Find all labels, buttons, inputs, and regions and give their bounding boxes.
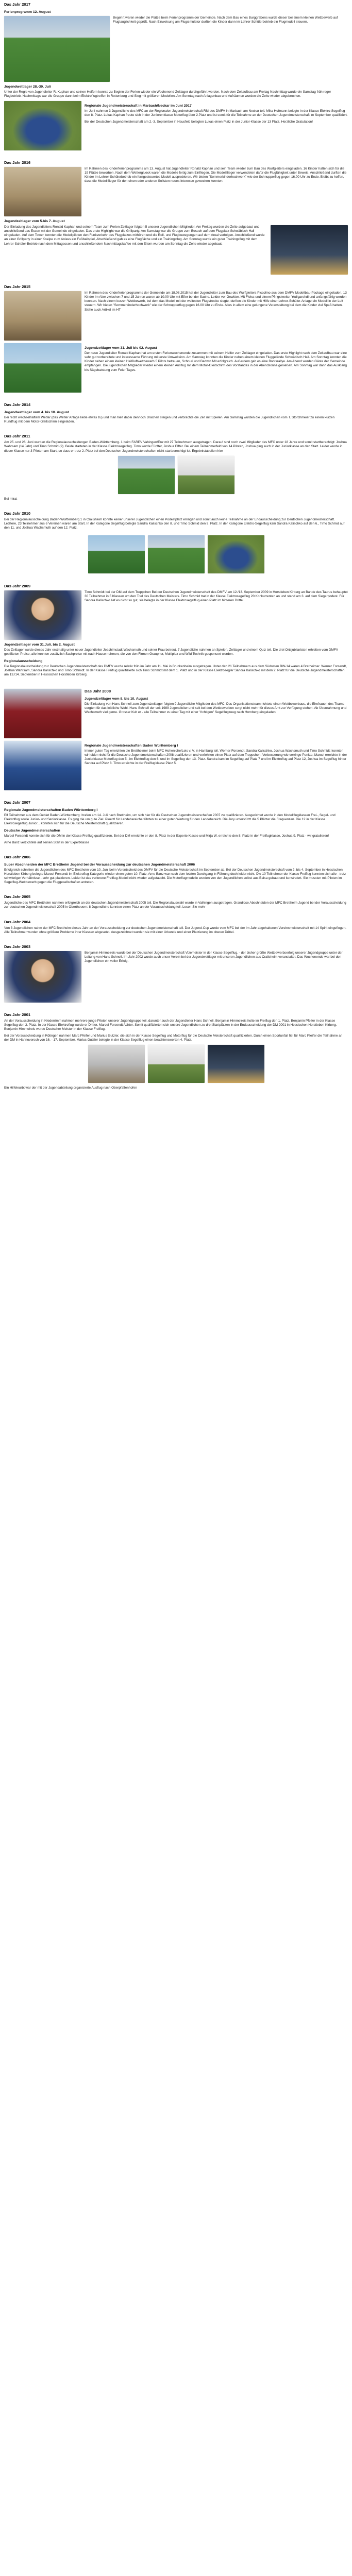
paragraph: Marcel Forsendt konnte sich für die DM in der Klasse Freiflug qualifizieren. Bei der DM erreichte er den 8. Platz in der Experte Klasse und Mirja W. erreichte den 8. Platz in der Freiflugklasse, Joshua 9. Platz - wir gratulieren!	[4, 834, 329, 838]
paragraph: Bei recht wechselhaftem Wetter (das Wetter Anlage ließe etwas zu) und man hielt dabei dennoch Drachen steigen und verbrachte die Zeit mit Spielen. Am Samstag wurden die Jugendlichen vom T. Storchmeier zu einem kurzen Rundflug mit dem Motor-Gleitschirm eingeladen.	[4, 416, 335, 424]
year-header: Das Jahr 2010	[4, 511, 31, 516]
year-header: Das Jahr 2014	[4, 402, 31, 408]
subheading: Super Abschneiden der MFC Brettheim Jugend bei der Vorausscheidung zur deutschen Jugendmeisterschaft 2006	[4, 862, 195, 867]
section-2007	[0, 798, 352, 853]
section-2009	[0, 582, 352, 685]
subheading: Jugendwettlager vom 4. bis 10. August	[4, 411, 69, 415]
section-2017	[0, 0, 352, 158]
section-2008	[0, 685, 352, 798]
subheading: Jugendzeltlager vom 31.Juli. bis 2. August	[4, 643, 75, 647]
photo-team	[88, 535, 145, 573]
subheading: Jugendzeltlager vom 8. bis 10. August	[85, 697, 148, 701]
photo-team-2008	[4, 741, 81, 790]
year-header: Das Jahr 2001	[4, 1012, 31, 1017]
photo-group-2010	[208, 535, 264, 573]
paragraph: Bei der Vorausscheidung in Rötingen nahmen Marc Pfeifer und Marius Gutzler, die sich in der Klasse Segelflug und Motorflug für die Deutsche Meisterschaft qualifizierten. Durch einen Sportunfall fiel für Marc Pfeifer die Teilnahme an der DM in Hannoversch von 16. - 17. September. Marius Gutzler belegte in der Klasse Segelflug einen beachtenswerten 4. Platz.	[4, 1034, 343, 1042]
paragraph: Am 25. und 26. Juni wurden die Regionalausscheidungen Baden-Württemberg. 1 beim FAREV Vahingen/Enz mit 27 Teilnehmern ausgetragen. Darauf sind noch zwei Mitglieder des MFC unter 18 Jahre und somit startberechtigt: Joshua Wahrsam (14 Jahr) und Timo Schmid (9). Beide starteten in der Klasse Elektrosegelflug. Timo wurde Fünfter, Joshua Elfter. Bei einem Teilnehmerfeld von 14 Piloten, Joshua ging auch in der Juniorklasse an den Start. Leider wurde in dieser Klasse nur 3 Piloten am Start, so dass er trotz 2. Platz bei den Deutschen Jugendmeisterschaften nicht startberechtigt ist. Ergebnistabellen hier	[4, 440, 347, 453]
photo-workshop	[4, 167, 81, 216]
photo-camp	[4, 343, 81, 393]
section-2014	[0, 400, 352, 432]
photo-aircraft	[148, 1045, 205, 1083]
footer-text: Ein Hilfeleurbt war der mit der Jugendabteilung organisierte Ausflug nach Oberpfaffenhofen	[4, 1086, 137, 1090]
subheading: Jugendzeltlager vom 5.bis 7. August	[4, 219, 65, 224]
paragraph: Von 3 Jugendlichen nahm der MFC Brettheim dieses Jahr an der Vorausscheidung zur deutschen Jugendmeisterschaft teil. Der Jugend-Cup wurde vom MFC bei der im Jahr abgehaltenen Vereinsmeisterschaft mit 14 Spirit eingeflogen. Alle Teilnehmer wurden ohne größere Probleme ihrer Klassen abgesetzt. Ausgezeichnet wurden sie mit einer Urkunde und einer Platzierung im oberen Drittel.	[4, 926, 346, 934]
photo-launch	[148, 535, 205, 573]
year-header: Das Jahr 2006	[4, 854, 31, 859]
subheading: Ferienprogramm 12. August	[4, 10, 51, 14]
paragraph: Das Zeltlager wurde dieses Jahr erstmalig unter neuer Jugendleiter Jeachimstadt Wachsmuth und seiner Frau betreut. 7 Jugendliche nahmen an Spielen, Zeltlager und einem Quiz teil. Die drei Ortsjubilaristen erhielten vom DMFV gestifteten Preise, alle konnten zusätzlich Sachpreise mit nach Hause nehmen, die von den Firmen Graupner, Multiplex und Wild Technik gesponsert wurden.	[4, 648, 339, 656]
subheading: Deutsche Jugendmeisterschaften	[4, 828, 60, 833]
year-header: Das Jahr 2007	[4, 800, 31, 805]
paragraph: Arne Banz verzichtete auf seinen Start in der Expertklasse	[4, 840, 90, 844]
paragraph: Bei der Regionalausscheidung Baden-Württemberg 1 in Crailsheim konnte keiner unserer Jugendlichen einen Podestplatz erringen und somit auch keine Teilnahme an der Endausscheidung zur Deutschen Jugendmeisterschaft. Letztere, 23 Teilnehmer aus 6 Vereinen waren am Start. In der Kategorie Segelflug belegte Sandra Kalischko den 8. und Timo Schmid den 9. Platz. In der Kategorie Elektro-Segelflug kam Sandra Kalischko auf den 6., Timo Schmid auf den 11. und Joshua Wachsmuth auf den 12. Platz.	[4, 517, 345, 530]
year-header: Das Jahr 2008	[85, 688, 111, 693]
paragraph: Unter der Regie von Jugendleiter R. Kuphan und seinen Helfern konnte zu Beginn der Ferien wieder ein Wochenend-Zeltlager durchgeführt werden. Nach dem Zeltaufbau am Freitag Nachmittag wurde ein Samstag früh reger Flugbetrieb. Nachmittags war die Gruppe dann beim Elektroflugtreffen in Rottenburg und Sieg mit größeren Modellen. Am Sonntag nach Anlagenbau und Aufräumen wurden die Zelte wieder abgebrochen.	[4, 90, 331, 98]
year-header: Das Jahr 2003	[4, 944, 31, 949]
section-2004	[0, 918, 352, 942]
paragraph: Immer guten Tag erreichten die Brettheimer beim MFC Hohenlohe/Leis v. V. in Hamburg teil. Werner Forsendt, Sandra Kalischko, Joshua Wachsmuth und Timo Schmidt: konnten wir leider nicht für die Deutsche Jugendmeisterschaften 2008 qualifizieren und verfehlten einen Platz auf dem Treppchen. Verbesserung wie verringe Punkte. Marcel erreichte in der Juniorklasse Motorflug den 5., im Elektroflug den 6. und im Segelflug den 13. Platz. Sandra kam im Segelflug auf Platz 7 und im Elektroflug auf Platz 12, Joshua im Segelflug hinter Sandra auf Platz 8. Timo erreichte in der Freiflugklasse Platz 5.	[85, 749, 347, 765]
year-header: Das Jahr 2005	[4, 894, 31, 900]
paragraph: Bei mirat	[4, 497, 18, 501]
paragraph: Der Einladung des Jugendleiters Ronald Kaphan und seinem Team zum Ferien-Zeltlager folgten 5 unserer Jugendlichen Mitglieder. Am Freitag wurden die Zelte aufgebaut und anschließend das Essen mit der Gemeinde eingeladen. Das erste Highlight war die Grillparty. Am Samstag war die Gruppe zum Besuch auf dem Flugplatz Schwäbisch Hall eingeladen. Auf dem Tower konnten die Modellpiloten den Funkverkehr des Flugplatzes mithören und die Roll- und Flugbewegungen auf dem Areal verfolgen. Anschließend wurde an einer Grillparty in einer Kneipe zum Anlass ein Fußballspiel, Abschließend gab es eine Flugfläche und ein Trainingsflug. Am Sonntag wurde ein guter Trainingsflug mit dem Lehrer-Schüler-Betrieb nach dem Mittagessen und anschließendem Nachmittagskaffee mit den Eltern wurden am Sonntag die Zelte wieder abgebaut.	[4, 225, 265, 246]
photo-pilots	[118, 456, 175, 494]
paragraph: Timo Schmidt bei der DM auf dem Treppchen Bei der Deutschen Jugendmeisterschaft des DMFV am 12./13. September 2009 in Horstleben Kirberg an Bande des Taurus behauptet 30 Teilnehmer in 5 Klassen um den Titel des Deutschen Meisters. Timo Schmid trat in der Klasse Elektrosegelflug 20 Konkurrenten an und stand am 3. auf dem Siegerpodest. Für Sandra Kalischko lief es nicht so gut, sie belegte in der Klasse Elektrosegelflug einen Platz im hinteren Drittel.	[85, 590, 348, 603]
photo-group	[4, 101, 81, 150]
photo-building	[4, 291, 81, 341]
section-2010	[0, 509, 352, 582]
paragraph: Die Regionalausscheidung zur Deutschen Jugendmeisterschaft des DMFV wurde relativ früh im Jahr am 11. Mai in Bruckenheim ausgetragen. Unter den 21 Teilnehmern aus dem Südosten BW-14 waren 4 Bretheimer. Werner Forsendt, Joshua Wahrsam, Sandra Kalischko und Timo Schmidt. In der Klasse Freiflug qualifizierte sich Timo Schmidt mit dem 1. Platz und in der Klasse Elektrosegler Sandra Kalischko mit dem 2. Platz für die Deutsche Jugendmeisterschaften am 13./14. September in Hessischen Horstleben Kirberg.	[4, 665, 347, 677]
year-header: Das Jahr 2016	[4, 160, 31, 165]
paragraph: Elf Teilnehmer aus dem Gebiet Baden-Württemberg I trafen am 14. Juli nach Brettheim, um sich hier für die Deutschen Jugendmeisterschaften 2007 zu qualifizieren. Ausgerichtet wurde in den Modellflugklassen Frei-, Segel- und Elektroflug sowie Junior- und Seniorklasse. Es ging die um gute Ziel. Ploetzl für Landebereiche führten zu einer guten Wertung für den Landebereich. Die Jury unterstützt die 5 Plätzer die Frequenzen. Die 12 in der Klasse Elektrosegelflug Junior... konnten sich für die Deutsche Meisterschaft qualifizieren.	[4, 813, 336, 825]
paragraph: Im Rahmen des Kinderferienprogramms der Gemeinde am 18.08.2015 hat der Jugendleiter zum Bau des Wurfgleiters Piccolino aus dem DMFV Modellbau-Package eingeladen. 13 Kinder im Alter zwischen 7 und 15 Jahren waren ab 10:00 Uhr mit Eifer bei der Sache. Leider vor Gewitter. Mit Fleiss und einem Pfingstweiter Yedigarehdi und anfangsfähig werden konnten. Nach einem kurzen Wettbewerb, bei dem das Modell mit der weitesten Flugstrecke siegte, durften die Kinder mit Hilfe einer Lehrer-Schüler-Anlage ein Modell in der Luft steuern. Wir bieten "Sommerkinderhochwerk" wie der Schnupperflug gegen 16.00 Uhr zu Ende. Alles in allem eine gelungene Veranstaltung bei dem die Kinder viel Spaß hatten. Siehe auch Artikel im HT	[85, 291, 347, 312]
paragraph: Der neue Jugendleiter Ronald Kaphan hat am ersten Ferienwochenende zusammen mit seinem Helfer zum Zeltlager eingeladen. Das erste Highlight nach dem Zeltaufbau war eine sehr gut vorbereitete und interessante Führung mit erste Umweltsinn. Am Samstag konnten die Kinder neben einem kleinen Fluggelände Schwäbisch Hall. Am Sonntag konnten die Kinder neben einem kleinen Heißluftwettbewerb 5 Pilots betreuen, Schnuri und Badwin Mit erfolgreich. Außerdem gab es eine Bootsrallye. Am Abend wurden Gäste der Gemeinde empfangen. Die jugendlichen Mitglieder wieder einem kleinen Ausflug mit dem Motor-Gleitschirm des Vorstandes in der Abendsonne genießen. Am Sonntag war dann das Ausklang bis Sägebatstung zum Feier Tages.	[85, 351, 347, 372]
photo-camp-2008	[4, 689, 81, 738]
section-2001	[0, 1010, 352, 1098]
section-2015	[0, 282, 352, 400]
section-2006	[0, 853, 352, 892]
paragraph: Jugendliche des MFC Brettheim nahmen erfolgreich an der deutschen Jugendmeisterschaft 2005 teil. Die Regionalauswahl wurde in Vaihingen ausgetragen. Grandiose Abschneiden der MFC Brettheim Jugend bei der Vorausscheidung zur deutschen Jugendmeisterschaft 2005 in Obertheuem: 8 Jugendliche konnten einen Platz an der Vorausscheidung teil. Lesen Sie mehr	[4, 901, 346, 909]
section-2003	[0, 942, 352, 1010]
paragraph: Im Rahmen des Kinderferienprogramms am 13. August hat Jugendleiter Ronald Kaphan und sein Team wieder zum Bau des Wurfgleiters eingeladen. 16 Kinder hatten sich für die 19 Plätze beworben. Nach dem Wetterglueck waren die Modelle fertig zum Einfliegen. Die Modellflieger verwendeten dafür die Flugfähigkeit unter Beweis. Anschließend durften die Kinder im Lehrer-Schülerbetrieb ein ferngesteuertes Modell ausprobieren. Wir bieten "Sommerkinderhochwerk" wie der Schnupperflug gegen 16.00 Uhr zu Ende. Bleibt zu hoffen, dass die Modellflieger für den einen oder anderen Solisten neues Interesse gewecken konnten.	[85, 167, 347, 183]
section-2005	[0, 892, 352, 917]
paragraph: Die Einladung von Hans Schnell zum Jugendzeltlager folgten 9 Jugendliche Mitglieder des MFC. Das Organisationsteam richtete einen Wettbewerbaus, die Ehefrauen des Teams sorgten für das leibliche Wohl. Hans Schnell der seit 1989 Jugendleiter und seit bei den Wettbewerben sorgt nicht mehr für dieses Amt zur Verfügung stehen. Ab Übernahmung und Wachsmuth viel gerne. Grosser Kult er - alle Teilnehmer zu einer Tag mit einer "richtigen" Segelflugzeug nach Hornberg eingeladen.	[85, 702, 347, 714]
photo-kids-field	[4, 16, 110, 82]
subheading: Regionale Jugendmeisterschaften Baden Württemberg I	[85, 743, 178, 748]
year-header: Das Jahr 2017	[4, 2, 31, 7]
photo-podium	[178, 456, 234, 494]
paragraph: An der Vorausscheidung in Niederrimm nahmen mehrere junge Piloten unserer Jugendgruppe teil, darunter auch der Jugendleiter Hans Schnell. Benjamin Himmelreis holte im Freiflug den 1. Platz, Benjamin Pfeifer in der Klasse Segelflug den 3. Platz. In der Klasse Elektroflug wurde er Dritter, Marcel Forsendt Achter. Somit qualifizierten sich unsere Jugendlichen zu drei Startplätzen in der Endausscheidung der DM 2001 in Hessischen Horstleben Kirberg. Benjamin Himmelreis wurde Deutscher Meister in der Klasse Freiflug.	[4, 1019, 337, 1031]
subheading: Regionale Jugendmeisterschaften Baden Württemberg I	[4, 808, 98, 812]
year-header: Das Jahr 2015	[4, 284, 31, 290]
section-2016	[0, 158, 352, 282]
subheading: Regionale Jugendmeisterschaft in Marbach/Neckar im Juni 2017	[85, 104, 192, 108]
photo-podium-2009	[4, 590, 81, 640]
subheading: Jugendzeltlager vom 31. Juli bis 02. August	[85, 346, 157, 350]
year-header: Das Jahr 2004	[4, 919, 31, 924]
year-header: Das Jahr 2009	[4, 584, 31, 589]
subheading: Jugendwettlager 28.-30. Juli	[4, 85, 51, 89]
photo-vizemeister	[4, 951, 81, 1003]
photo-hangar	[88, 1045, 145, 1083]
paragraph: Erfolgreich schnitten die Jugendlichen des MFC Brettheim vom 10. Juni beim Vorentscheid des DMFV für die Deutsche Meisterschaft im September ab. Bei der Deutschen Jugendmeisterschaft vom 2. bis 4. September in Hessischen Horstleben Kirberg belegte Marcel Forsendt im Elektroflug-Kategorie wieder einen guten 10. Platz. Arne Banz war nach dem letzten Durchgang in Führung doch leider nicht. Die 10 Teilnehmer der Klasse Freiflug konnten sich alle - trotz schwieriger Verhältnisse - sehr gut platzieren. Leider ist das verlorene Freiflug-Modell nicht wieder aufgetaucht. Die Motorflugmodelle wurden von den Jugendlichen selbst aus Balsa gebaut und konstruiert. Sie mussten mit Piloten im Segelflug-Wettbewerb gegen die Fluggesellschaften antreten.	[4, 868, 346, 885]
paragraph: Im Juni nahmen 3 Jugendliche des MFC an der Regionalen Jugendmeisterschaft RM des DMFV in Marbach am Neckar teil. Mika Hofmann belegte in der Klasse Elektro-Segelflug den 8. Platz. Lukas Kaphan freute sich in der Juniorenklasse Motorflug über 2.Platz und ist somit für die Teilnahme an der Deutschen Jugendmeisterschaft im September qualifiziert.	[85, 109, 348, 117]
photo-museum	[208, 1045, 264, 1083]
subheading: Regionalausscheidung	[4, 659, 43, 664]
paragraph: Begehrt waren wieder die Plätze beim Ferienprogramm der Gemeinde. Nach dem Bau eines Burggrabens wurde dieser bei einem kleinen Wettbewerb auf Flugtauglichkeit geprüft. Nach Einweisung am Flugsimulator durften die Kinder dann im Lehrer-Schülerbetrieb ein Flugmodell steuern.	[113, 16, 338, 24]
section-2011	[0, 432, 352, 509]
paragraph: Benjamin Himmelreis wurde bei der Deutschen Jugendmeisterschaft Vizemeister in der Klasse Segelflug. - der bisher größte Wettbewerbserfolg unserer Jugendgruppe unter der Leitung von Hans Schnell. Im Jahr 2002 wurde auch unser Verein bei der Jugendwettlager mit unseren Jugendlichen aus Crailsheim veranstaltet. Das Wochenende war bei den Jugendlichen ein voller Erfolg.	[85, 951, 343, 963]
year-header: Das Jahr 2011	[4, 434, 30, 439]
paragraph: Bei der Deutschen Jugendmeisterschaft am 2.-3. September in Hausfeld belegten Lukas einen Platz in der Junior-Klasse der 13 Platz. Herzliche Gratulation!	[85, 120, 313, 124]
photo-tower	[271, 225, 348, 275]
